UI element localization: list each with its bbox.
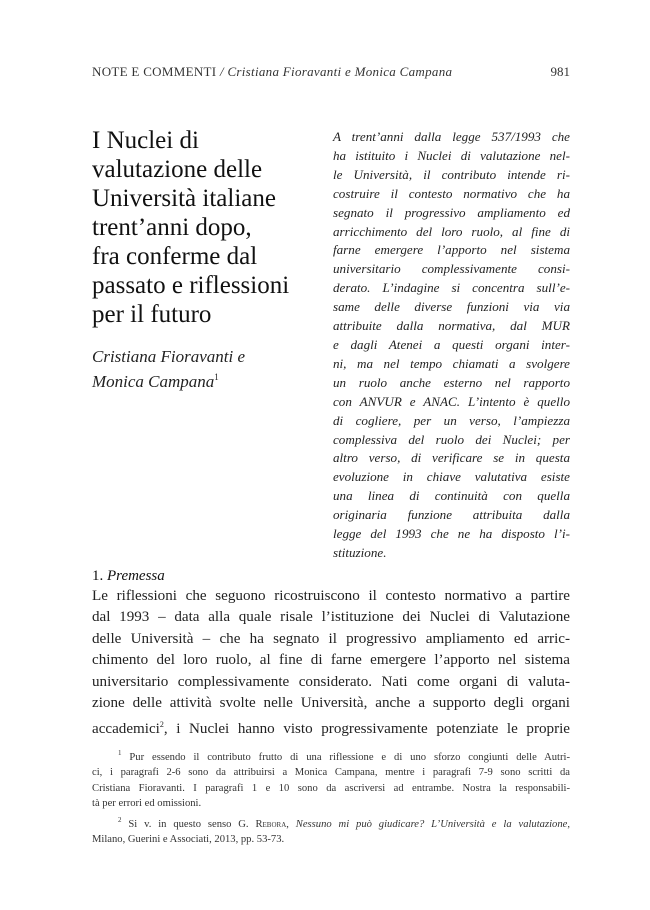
running-head-section: NOTE E COMMENTI	[92, 64, 217, 79]
body-line: universitario complessivamente considerato. Nati come organi di valuta-	[92, 673, 570, 690]
body-line-last-after: , i Nuclei hanno visto progressivamente potenziate le proprie	[163, 721, 570, 738]
body-line-last-before: accademici	[92, 721, 160, 738]
abstract-line: same delle diverse funzioni via via	[333, 299, 570, 315]
footnote-2-title: Nessuno mi può giudicare? L’Università e la valutazione	[295, 819, 568, 831]
body-line: Le riflessioni che seguono ricostruiscono il contesto normativo a partire	[92, 588, 570, 604]
title-line: passato e riflessioni	[92, 272, 290, 299]
abstract-line: ha istituito i Nuclei di valutazione nel-	[333, 147, 570, 163]
abstract-line: arricchimento del loro ruolo, al fine di	[333, 223, 570, 239]
footnote-1-line-1: Pur essendo il contributo frutto di una riflessione e di uno sforzo congiunti delle Autri-	[129, 752, 570, 763]
section-title: Premessa	[107, 568, 165, 584]
footnote-line: Cristiana Fioravanti. I paragrafi 1 e 10 sono da ascriversi ad entrambe. Nostra la responsabili-	[92, 782, 570, 794]
footnote-marker-1[interactable]: 1	[214, 372, 219, 382]
footnote-line: Milano, Guerini e Associati, 2013, pp. 53-73.	[92, 834, 285, 846]
running-head	[92, 64, 570, 80]
abstract-line: attribuite dalla normativa, dal MUR	[333, 318, 570, 334]
body-line: zione delle attività svolte nelle Università, anche a supporto degli organi	[92, 695, 570, 712]
footnotes	[92, 746, 570, 850]
article-authors	[92, 347, 324, 392]
abstract-line: A trent’anni dalla legge 537/1993 che	[333, 129, 570, 144]
title-line: valutazione delle	[92, 156, 263, 183]
abstract-line: legge del 1993 che ne ha disposto l’i-	[333, 526, 570, 542]
abstract	[333, 128, 570, 563]
abstract-line: costruire il contesto normativo che ha	[333, 185, 570, 201]
title-line: I Nuclei di	[92, 127, 199, 154]
running-head-authors: Cristiana Fioravanti e Monica Campana	[227, 64, 453, 79]
abstract-line: un ruolo anche esterno nel rapporto	[333, 374, 570, 390]
body-line: dal 1993 – data alla quale risale l’istituzione dei Nuclei di Valutazione	[92, 609, 570, 626]
footnote-2-suffix: ,	[567, 819, 570, 831]
abstract-line: con ANVUR e ANAC. L’intento è quello	[333, 393, 570, 409]
footnote-1	[92, 746, 570, 811]
footnote-2	[92, 813, 570, 848]
abstract-line: evoluzione in chiave valutativa esiste	[333, 469, 570, 485]
abstract-line: altro verso, di verificare se in questa	[333, 450, 570, 466]
title-line: Università italiane	[92, 185, 276, 212]
abstract-line: complessiva del ruolo dei Nuclei; per	[333, 431, 570, 447]
abstract-line: segnato il progressivo ampliamento ed	[333, 204, 570, 220]
footnote-marker-2[interactable]: 2	[159, 720, 164, 730]
footnote-line: tà per errori ed omissioni.	[92, 797, 202, 809]
body-text	[92, 586, 570, 741]
body-line: chimento del loro ruolo, al fine di farne emergere l’apporto nel sistema	[92, 652, 570, 669]
title-line: fra conferme dal	[92, 243, 258, 270]
footnote-2-mark: 2	[118, 816, 122, 825]
abstract-line: derato. L’indagine si concentra sull’e-	[333, 280, 570, 296]
footnote-2-prefix: Si v. in questo senso G.	[128, 819, 256, 831]
article-title	[92, 126, 324, 329]
footnote-line	[92, 746, 570, 765]
authors-line-1: Cristiana Fioravanti e	[92, 347, 245, 366]
body-line: delle Università – che ha segnato il progressivo ampliamento ed arric-	[92, 630, 570, 647]
abstract-line: universitario complessivamente consi-	[333, 261, 570, 277]
abstract-line: stituzione.	[333, 544, 387, 560]
title-block	[92, 126, 324, 392]
footnote-1-mark: 1	[118, 749, 122, 757]
abstract-line: originaria funzione attribuita dalla	[333, 507, 570, 523]
body-line-last	[92, 714, 570, 740]
title-line: per il futuro	[92, 301, 212, 328]
section-number: 1.	[92, 568, 104, 584]
abstract-line: farne emergere l’apporto nel sistema	[333, 242, 570, 258]
footnote-line: ci, i paragrafi 2-6 sono da attribuirsi a Monica Campana, mentre i paragrafi 7-9 sono scritti da	[92, 767, 570, 779]
footnote-2-sep: ,	[286, 819, 296, 831]
running-head-left	[92, 64, 452, 80]
section-heading	[92, 568, 165, 585]
abstract-line: e dagli Atenei a questi organi inter-	[333, 336, 570, 352]
authors-line-2	[92, 367, 324, 392]
abstract-line: ni, ma nel tempo chiamati a svolgere	[333, 355, 570, 371]
running-head-separator: /	[219, 64, 224, 79]
footnote-line	[92, 813, 570, 832]
abstract-line: di cogliere, per un verso, l’ampiezza	[333, 412, 570, 428]
abstract-line: una linea di continuità con quella	[333, 488, 570, 504]
page-number: 981	[550, 64, 570, 79]
title-line: trent’anni dopo,	[92, 214, 252, 241]
authors-line-2-text: Monica Campana	[92, 372, 215, 391]
abstract-line: le Università, il contributo intende ri-	[333, 166, 570, 182]
footnote-2-author: Rebora	[255, 819, 287, 831]
